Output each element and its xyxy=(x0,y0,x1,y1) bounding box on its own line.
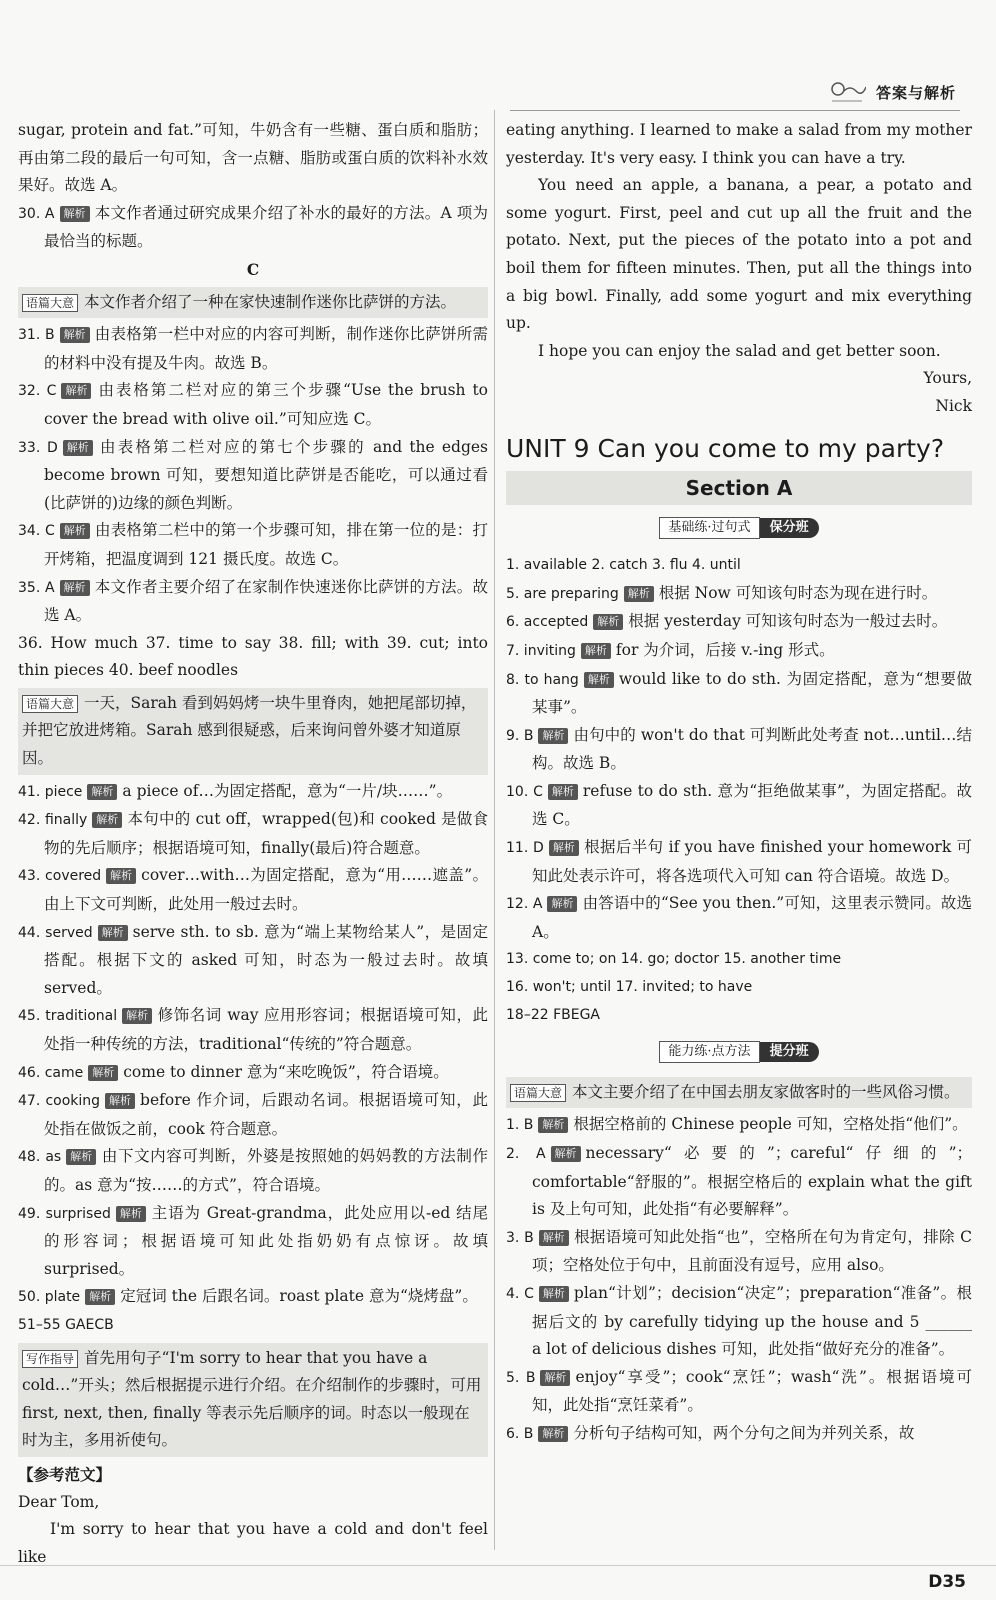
answer-9: 9. B 解析 由句中的 won't do that 可判断此处考查 not…until…结构。故选 B。 xyxy=(506,725,972,773)
answer-12: 12. A 解析 由答语中的“See you then.”可知，这里表示赞同。故选 A。 xyxy=(506,894,972,941)
answer-6: 6. accepted 解析 根据 yesterday 可知该句时态为一般过去时。 xyxy=(506,612,948,631)
answer-r1: 1. B 解析 根据空格前的 Chinese people 可知，空格处指“他们”。 xyxy=(506,1115,968,1134)
answer-33: 33. D 解析 由表格第二栏对应的第七个步骤的 and the edges become brown 可知，要想知道比萨饼是否能吃，可以通过看(比萨饼的)边缘的颜色判断。 xyxy=(18,437,488,512)
answer-41: 41. piece 解析 a piece of…为固定搭配，意为“一片/块……”。 xyxy=(18,781,453,800)
answer-35: 35. A 解析 本文作者主要介绍了在家制作快速迷你比萨饼的方法。故选 A。 xyxy=(18,577,488,625)
answer-5: 5. are preparing 解析 根据 Now 可知该句时态为现在进行时。 xyxy=(506,583,938,602)
flourish-icon xyxy=(826,77,866,107)
paragraph-continued: sugar, protein and fat.”可知，牛奶含有一些糖、蛋白质和脂肪；再由第二段的最后一句可知，含一点糖、脂肪或蛋白质的饮料补水效果好。故选 A。 xyxy=(18,121,488,195)
answer-44: 44. served 解析 serve sth. to sb. 意为“端上某物给某人”，是固定搭配。根据下文的 asked 可知，时态为一般过去时。故填 served。 xyxy=(18,922,488,997)
answer-11: 11. D 解析 根据后半句 if you have finished your homework 可知此处表示许可，将各选项代入可知 can 符合语境。故选 D。 xyxy=(506,838,972,885)
writing-guide: 写作指导 首先用句子“I'm sorry to hear that you have a cold…”开头；然后根据提示进行介绍。在介绍制作的步骤时，可用 first, next, then, finally 等表示先后顺序的词。时态以一般现在时为主，多用祈使句。 xyxy=(18,1343,488,1457)
answer-r5: 5. B 解析 enjoy“享受”；cook“烹饪”；wash“洗”。根据语境可知，此处指“烹饪菜肴”。 xyxy=(506,1367,972,1415)
letter-paragraph: You need an apple, a banana, a pear, a potato and some yogurt. First, peel and cut up all the fruit and the potato. Next, put the pieces of the potato into a pot and boil them for fifteen minutes. Then, put all the things into a big bowl. Finally, add some yogurt and mix everything up. xyxy=(506,176,972,333)
footer-rule xyxy=(0,1565,996,1566)
answers-51-55: 51–55 GAECB xyxy=(18,1316,114,1333)
answers-18-22: 18–22 FBEGA xyxy=(506,1006,601,1023)
letter-paragraph: I hope you can enjoy the salad and get better soon. xyxy=(538,341,941,360)
header-rule xyxy=(510,110,960,111)
practice-ribbon: 能力练·点方法 提分班 xyxy=(506,1037,972,1065)
letter-paragraph: eating anything. I learned to make a salad from my mother yesterday. It's very easy. I think you can have a try. xyxy=(506,121,972,167)
answers-36-40: 36. How much 37. time to say 38. fill; with 39. cut; into thin pieces 40. beef noodles xyxy=(18,633,488,680)
right-column xyxy=(506,117,972,1449)
section-label: 答案与解析 xyxy=(875,83,956,102)
answer-34: 34. C 解析 由表格第二栏中的第一个步骤可知，排在第一位的是：打开烤箱，把温度调到 121 摄氏度。故选 C。 xyxy=(18,521,488,568)
answer-47: 47. cooking 解析 before 作介词，后跟动名词。根据语境可知，此处指在做饭之前，cook 符合题意。 xyxy=(18,1091,488,1138)
unit-title: UNIT 9 Can you come to my party? xyxy=(506,433,945,463)
answer-8: 8. to hang 解析 would like to do sth. 为固定搭配，意为“想要做某事”。 xyxy=(506,669,972,717)
answer-30: 30. A 解析 本文作者通过研究成果介绍了补水的最好的方法。A 项为最恰当的标题。 xyxy=(18,203,489,251)
answers-16-17: 16. won't; until 17. invited; to have xyxy=(506,979,753,996)
sample-essay-heading: 【参考范文】 xyxy=(18,1464,112,1484)
answers-1-4: 1. available 2. catch 3. flu 4. until xyxy=(506,557,741,574)
answer-50: 50. plate 解析 定冠词 the 后跟名词。roast plate 意为“烧烤盘”。 xyxy=(18,1287,478,1306)
letter-closing: Yours, xyxy=(923,369,972,388)
answer-48: 48. as 解析 由下文内容可判断，外婆是按照她的妈妈教的方法制作的。as 意为“按……的方式”，符合语境。 xyxy=(18,1147,488,1194)
answer-43: 43. covered 解析 cover…with…为固定搭配，意为“用……遮盖”。由上下文可判断，此处用一般过去时。 xyxy=(18,866,488,914)
page-header xyxy=(826,72,956,112)
passage-summary: 语篇大意 本文主要介绍了在中国去朋友家做客时的一些风俗习惯。 xyxy=(506,1077,972,1109)
answer-r3: 3. B 解析 根据语境可知此处指“也”，空格所在句为肯定句，排除 C 项；空格处位于句中，且前面没有逗号，应用 also。 xyxy=(506,1227,972,1275)
letter-paragraph: I'm sorry to hear that you have a cold and don't feel like xyxy=(18,1520,488,1566)
answer-45: 45. traditional 解析 修饰名词 way 应用形容词；根据语境可知，此处指一种传统的方法，traditional“传统的”符合题意。 xyxy=(18,1006,488,1053)
passage-summary: 语篇大意 本文作者介绍了一种在家快速制作迷你比萨饼的方法。 xyxy=(18,287,488,319)
answer-32: 32. C 解析 由表格第二栏对应的第三个步骤“Use the brush to cover the bread with olive oil.”可知应选 C。 xyxy=(18,381,488,428)
answer-10: 10. C 解析 refuse to do sth. 意为“拒绝做某事”，为固定搭配。故选 C。 xyxy=(506,781,972,829)
answers-13-15: 13. come to; on 14. go; doctor 15. another time xyxy=(506,951,842,968)
answer-7: 7. inviting 解析 for 为介词，后接 v.-ing 形式。 xyxy=(506,640,835,659)
column-divider xyxy=(494,110,495,1550)
answer-46: 46. came 解析 come to dinner 意为“来吃晚饭”，符合语境。 xyxy=(18,1062,449,1081)
section-heading: Section A xyxy=(506,471,972,505)
answer-42: 42. finally 解析 本句中的 cut off，wrapped(包)和 cooked 是做食物的先后顺序；根据语境可知，finally(最后)符合题意。 xyxy=(18,810,488,857)
answer-r2: 2. A 解析 necessary“必要的”；careful“仔细的”；comfortable“舒服的”。根据空格后的 explain what the gift is 及上句可知，此处指“有必要解释”。 xyxy=(506,1144,972,1219)
letter-signature: Nick xyxy=(935,396,972,415)
practice-ribbon: 基础练·过句式 保分班 xyxy=(506,513,972,541)
answer-49: 49. surprised 解析 主语为 Great-grandma，此处应用以-ed 结尾的形容词；根据语境可知此处指奶奶有点惊讶。故填 surprised。 xyxy=(18,1203,489,1278)
answer-r4: 4. C 解析 plan“计划”；decision“决定”；preparation“准备”。根据后文的 by carefully tidying up the house and 5 ______ a lot of delicious dishes 可知，此处指“做好充分的准备”。 xyxy=(506,1283,972,1359)
letter-salutation: Dear Tom, xyxy=(18,1492,100,1511)
answer-r6: 6. B 解析 分析句子结构可知，两个分句之间为并列关系，故 xyxy=(506,1423,915,1442)
passage-summary: 语篇大意 一天，Sarah 看到妈妈烤一块牛里脊肉，她把尾部切掉，并把它放进烤箱。Sarah 感到很疑惑，后来询问曾外婆才知道原因。 xyxy=(18,688,488,775)
answer-31: 31. B 解析 由表格第一栏中对应的内容可判断，制作迷你比萨饼所需的材料中没有提及牛肉。故选 B。 xyxy=(18,325,488,372)
page-number: D35 xyxy=(928,1572,966,1592)
left-column xyxy=(18,117,488,1571)
section-c-heading: C xyxy=(246,259,260,279)
